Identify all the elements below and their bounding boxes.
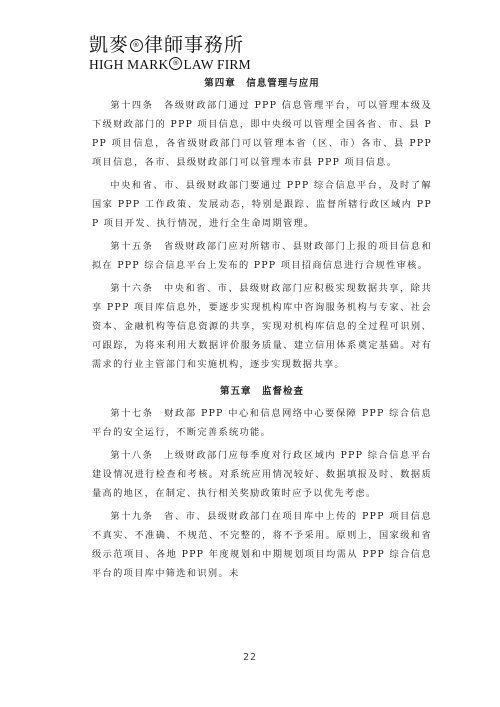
article-18: 第十八条 上级财政部门应每季度对行政区域内 PPP 综合信息平台建设情况进行检查和考核。对系统应用情况较好、数据填报及时、数据质量高的地区，在制定、执行相关奖励政策时应予以优先考虑。 [92,450,432,499]
logo-en-left: HIGH MARK [89,57,169,72]
logo-chinese-name [89,34,279,56]
article-14: 第十四条 各级财政部门通过 PPP 信息管理平台，可以管理本级及下级财政部门的 PPP 项目信息，即中央级可以管理全国各省、市、县 PPP 项目信息，各省级财政部门可以管理本省（区、市）各市、县 PPP 项目信息，各市、县级财政部门可以管理本市县 PPP 项目信息。 [92,100,432,168]
document-body [92,76,432,583]
article-16: 第十六条 中央和省、市、县级财政部门应积极实现数据共享，除共享 PPP 项目库信息外，要逐步实现机构库中咨询服务机构与专家、社会资本、金融机构等信息资源的共享，实现对机构库信息的全过程可识别、可跟踪，为将来利用大数据评价服务质量、建立信用体系奠定基础。对有需求的行业主管部门和实施机构，逐步实现数据共享。 [92,283,432,370]
chapter-5-title: 第五章 监督检查 [219,386,304,397]
logo-en-right: LAW FIRM [183,57,251,72]
registered-mark-icon-2: ® [169,57,182,70]
page-number: 22 [242,652,258,663]
article-17: 第十七条 财政部 PPP 中心和信息网络中心要保障 PPP 综合信息平台的安全运行，不断完善系统功能。 [92,408,432,438]
logo-english-name [89,57,279,73]
article-15: 第十五条 省级财政部门应对所辖市、县财政部门上报的项目信息和拟在 PPP 综合信息平台上发布的 PPP 项目招商信息进行合规性审核。 [92,241,432,271]
article-14-cont: 中央和省、市、县级财政部门要通过 PPP 综合信息平台，及时了解国家 PPP 工作政策、发展动态，特别是跟踪、监督所辖行政区域内 PPP 项目开发、执行情况，进行全生命周期管理。 [92,180,432,229]
logo-cn-left: 凱麥 [89,34,130,56]
law-firm-logo [89,34,279,73]
logo-cn-right: 律師事務所 [144,34,245,56]
chapter-4-title: 第四章 信息管理与应用 [204,78,320,89]
registered-mark-icon: ® [130,39,143,52]
article-19: 第十九条 省、市、县级财政部门在项目库中上传的 PPP 项目信息不真实、不准确、不规范、不完整的，将不予采用。原则上，国家级和省级示范项目、各地 PPP 年度规划和中期规划项目均需从 PPP 综合信息平台的项目库中筛选和识别。未 [92,511,432,579]
